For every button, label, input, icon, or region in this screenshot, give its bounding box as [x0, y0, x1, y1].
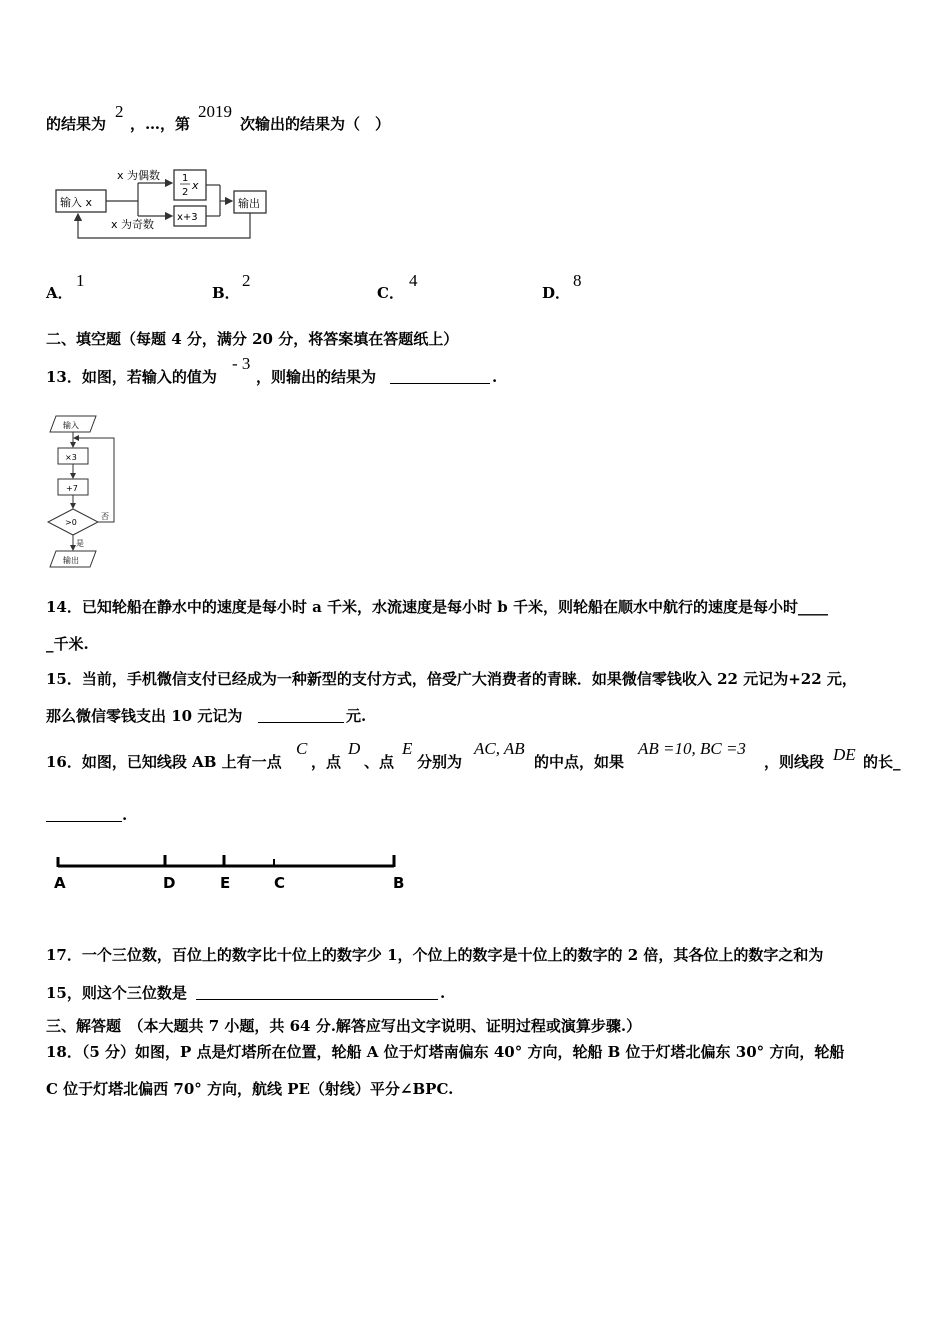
flow1-half-box: [174, 170, 206, 200]
q16-segments: AC, AB: [474, 739, 525, 758]
flowchart-2: [44, 410, 124, 570]
q15-line-1: 15．当前，手机微信支付已经成为一种新型的支付方式，倍受广大消费者的青睐．如果微信零钱收入 22 元记为+22 元，: [46, 670, 857, 688]
q13-end: .: [492, 368, 498, 386]
q15-line-2a: 那么微信零钱支出 10 元记为: [46, 707, 243, 725]
intro-text-3: 次输出的结果为（ ）: [240, 115, 391, 133]
flow1-half-num: 1: [182, 173, 189, 184]
q16-text-5: 的中点，如果: [534, 753, 625, 771]
q17-line-2a: 15，则这个三位数是: [46, 984, 187, 1002]
q13-answer-blank: [390, 369, 490, 384]
intro-value-1: 2: [115, 102, 124, 121]
flow2-input-label: 输入: [63, 421, 79, 430]
q16-end: .: [122, 806, 128, 824]
label-d: D: [163, 874, 176, 892]
flow1-input-label: 输入 x: [60, 196, 93, 209]
flowchart-1: [50, 164, 276, 246]
q16-point-e: E: [402, 739, 413, 758]
option-a-label: A．: [46, 284, 73, 302]
q16-text-4: 分别为: [417, 753, 463, 771]
q16-text-3: 、点: [364, 753, 395, 771]
q16-text-1: 16．如图，已知线段 AB 上有一点: [46, 753, 282, 771]
section-3-heading: 三、解答题 （本大题共 7 小题，共 64 分.解答应写出文字说明、证明过程或演算步骤.）: [46, 1017, 642, 1035]
q17-answer-blank: [196, 985, 438, 1000]
label-b: B: [393, 874, 405, 892]
q16-point-c: C: [296, 739, 308, 758]
flow2-no-label: 否: [101, 512, 109, 521]
q17-line-1: 17．一个三位数，百位上的数字比十位上的数字少 1，个位上的数字是十位上的数字的 2 倍，其各位上的数字之和为: [46, 946, 824, 964]
q17-end: .: [440, 984, 446, 1002]
option-a-value: 1: [76, 271, 85, 290]
q13-text-1: 13．如图，若输入的值为: [46, 368, 217, 386]
option-c-label: C．: [377, 284, 404, 302]
q15-answer-blank: [258, 708, 344, 723]
flow1-plus3-label: x+3: [177, 212, 198, 223]
intro-text-2: ，…，第: [130, 115, 191, 133]
q16-answer-blank: [46, 807, 122, 822]
option-c-value: 4: [409, 271, 418, 290]
segment-figure: [48, 850, 418, 896]
label-c: C: [274, 874, 286, 892]
q15-line-2b: 元.: [346, 707, 367, 725]
label-e: E: [220, 874, 231, 892]
flow2-plus7-label: +7: [66, 484, 78, 493]
flow2-condition-label: >0: [65, 518, 77, 527]
q18-line-2: C 位于灯塔北偏西 70° 方向，航线 PE（射线）平分∠BPC.: [46, 1080, 454, 1098]
q14-line-2: _千米.: [46, 635, 89, 653]
label-a: A: [54, 874, 66, 892]
flow1-odd-label: x 为奇数: [111, 218, 155, 231]
q13-value: - 3: [232, 354, 251, 373]
q18-line-1: 18．（5 分）如图，P 点是灯塔所在位置，轮船 A 位于灯塔南偏东 40° 方向，轮船 B 位于灯塔北偏东 30° 方向，轮船: [46, 1043, 845, 1061]
flow2-yes-label: 是: [76, 539, 84, 548]
option-b-value: 2: [242, 271, 251, 290]
q16-text-7: 的长_: [863, 753, 901, 771]
option-d-label: D．: [542, 284, 571, 302]
section-2-heading: 二、填空题（每题 4 分，满分 20 分，将答案填在答题纸上）: [46, 330, 459, 348]
q13-text-2: ，则输出的结果为: [256, 368, 377, 386]
option-d-value: 8: [573, 271, 582, 290]
flow2-output-label: 输出: [63, 556, 79, 565]
q14-line-1: 14．已知轮船在静水中的速度是每小时 a 千米，水流速度是每小时 b 千米，则轮船在顺水中航行的速度是每小时____: [46, 598, 828, 616]
q16-text-6: ，则线段: [764, 753, 825, 771]
flow1-half-var: x: [192, 179, 199, 192]
q16-text-2: ，点: [311, 753, 342, 771]
q16-point-d: D: [348, 739, 361, 758]
flow1-half-den: 2: [182, 187, 189, 198]
intro-text-1: 的结果为: [46, 115, 107, 133]
q16-condition: AB =10, BC =3: [638, 739, 746, 758]
intro-value-2: 2019: [198, 102, 232, 121]
flow1-output-label: 输出: [238, 197, 260, 210]
q16-segment-de: DE: [833, 745, 856, 764]
flow1-even-label: x 为偶数: [117, 169, 161, 182]
option-b-label: B．: [212, 284, 240, 302]
flow2-times3-label: ×3: [65, 453, 77, 462]
